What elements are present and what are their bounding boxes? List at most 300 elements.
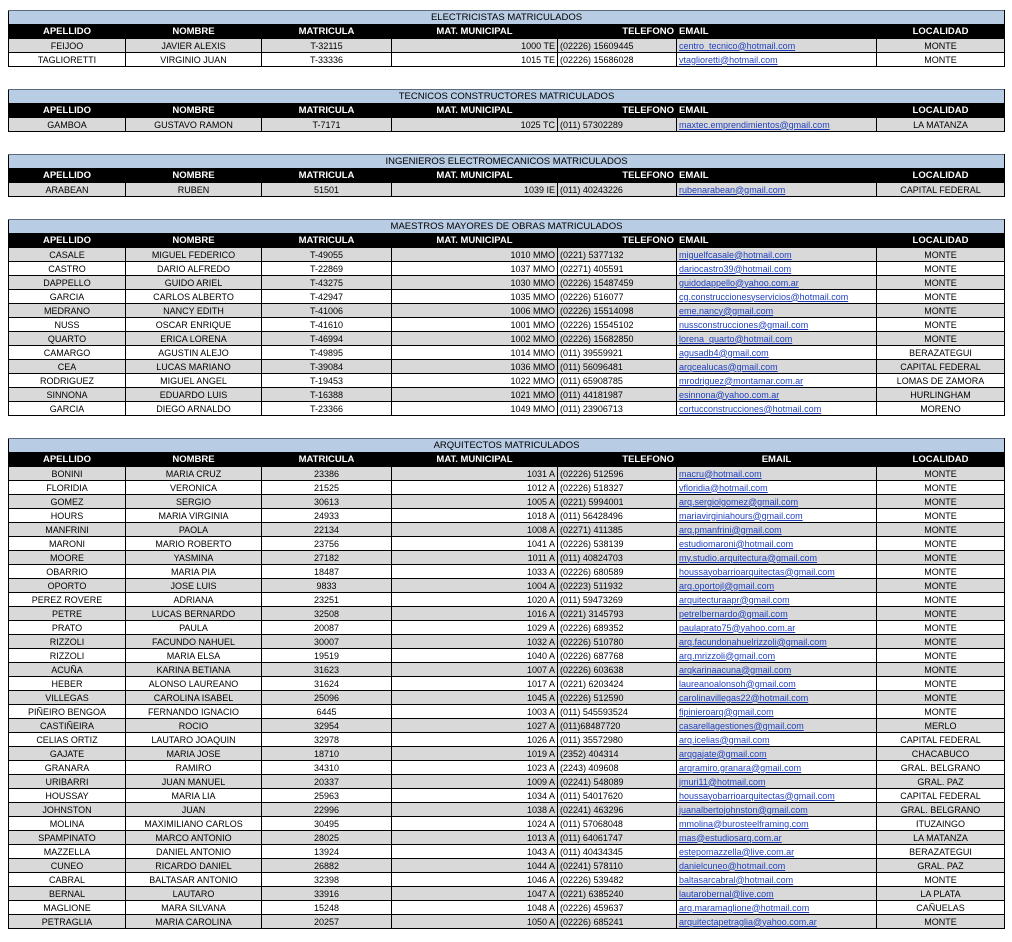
- cell-matricula: T-33336: [262, 53, 392, 67]
- cell-localidad: CAPITAL FEDERAL: [877, 183, 1005, 197]
- cell-email: [677, 523, 877, 537]
- table-row: [9, 495, 1005, 509]
- header-nombre: NOMBRE: [126, 453, 262, 467]
- cell-localidad: MONTE: [877, 262, 1005, 276]
- cell-apellido: CABRAL: [9, 873, 126, 887]
- table-row: [9, 248, 1005, 262]
- cell-mat-municipal: 1016 A: [392, 607, 558, 621]
- cell-nombre: MARIA VIRGINIA: [126, 509, 262, 523]
- cell-telefono: (02226) 512596: [558, 467, 677, 481]
- email-link[interactable]: arq.icelias@gmail.com: [679, 734, 770, 745]
- email-link[interactable]: paulaprato75@yahoo.com.ar: [679, 622, 796, 633]
- table-row: [9, 845, 1005, 859]
- cell-nombre: CAROLINA ISABEL: [126, 691, 262, 705]
- cell-email: [677, 747, 877, 761]
- table-row: [9, 635, 1005, 649]
- cell-localidad: LOMAS DE ZAMORA: [877, 374, 1005, 388]
- cell-nombre: ROCIO: [126, 719, 262, 733]
- cell-email: [677, 290, 877, 304]
- cell-email: [677, 388, 877, 402]
- email-link[interactable]: arq.facundonahuelrizzoli@gmail.com: [679, 636, 827, 647]
- cell-mat-municipal: 1030 MMO: [392, 276, 558, 290]
- section-title-row: [9, 155, 1005, 169]
- header-mat-municipal: MAT. MUNICIPAL: [392, 453, 558, 467]
- cell-mat-municipal: 1041 A: [392, 537, 558, 551]
- table-row: [9, 803, 1005, 817]
- table-row: [9, 565, 1005, 579]
- cell-apellido: TAGLIORETTI: [9, 53, 126, 67]
- cell-matricula: T-16388: [262, 388, 392, 402]
- email-link[interactable]: laureanoalonsoh@gmail.com: [679, 678, 796, 689]
- section-title: ARQUITECTOS MATRICULADOS: [9, 439, 1005, 453]
- cell-telefono: (0221) 6385240: [558, 887, 677, 901]
- table-row: [9, 901, 1005, 915]
- email-link[interactable]: nussconstrucciones@gmail.com: [679, 319, 809, 330]
- cell-telefono: (02226) 510780: [558, 635, 677, 649]
- cell-email: [677, 635, 877, 649]
- cell-telefono: (02226) 539482: [558, 873, 677, 887]
- cell-email: [677, 859, 877, 873]
- email-link[interactable]: arqkarinaacuna@gmail.com: [679, 664, 792, 675]
- cell-telefono: (02226) 603638: [558, 663, 677, 677]
- header-email: EMAIL: [677, 453, 877, 467]
- cell-nombre: MARIA CAROLINA: [126, 915, 262, 929]
- cell-nombre: MARIA CRUZ: [126, 467, 262, 481]
- cell-apellido: RODRIGUEZ: [9, 374, 126, 388]
- section-title: TECNICOS CONSTRUCTORES MATRICULADOS: [9, 90, 1005, 104]
- cell-email: [677, 691, 877, 705]
- cell-telefono: (011) 23906713: [558, 402, 677, 416]
- email-link[interactable]: houssayobarrioarquitectas@gmail.com: [679, 566, 835, 577]
- cell-mat-municipal: 1038 A: [392, 803, 558, 817]
- cell-telefono: (2243) 409608: [558, 761, 677, 775]
- cell-localidad: CAPITAL FEDERAL: [877, 733, 1005, 747]
- cell-email: [677, 845, 877, 859]
- cell-localidad: MONTE: [877, 332, 1005, 346]
- cell-email: [677, 565, 877, 579]
- table-row: [9, 649, 1005, 663]
- cell-localidad: MONTE: [877, 915, 1005, 929]
- header-mat-municipal: MAT. MUNICIPAL: [392, 234, 558, 248]
- header-localidad: LOCALIDAD: [877, 104, 1005, 118]
- cell-matricula: 18487: [262, 565, 392, 579]
- cell-localidad: MONTE: [877, 873, 1005, 887]
- cell-localidad: MONTE: [877, 467, 1005, 481]
- cell-telefono: (02226) 15609445: [558, 39, 677, 53]
- section-spacer: [8, 197, 1004, 219]
- cell-apellido: PIÑEIRO BENGOA: [9, 705, 126, 719]
- table-row: [9, 537, 1005, 551]
- cell-mat-municipal: 1002 MMO: [392, 332, 558, 346]
- cell-localidad: MONTE: [877, 663, 1005, 677]
- cell-mat-municipal: 1046 A: [392, 873, 558, 887]
- table-row: [9, 691, 1005, 705]
- cell-email: [677, 402, 877, 416]
- cell-apellido: PRATO: [9, 621, 126, 635]
- cell-nombre: KARINA BETIANA: [126, 663, 262, 677]
- cell-nombre: MARCO ANTONIO: [126, 831, 262, 845]
- cell-nombre: GUIDO ARIEL: [126, 276, 262, 290]
- column-header-row: [9, 453, 1005, 467]
- email-link[interactable]: lorena_quarto@hotmail.com: [679, 333, 793, 344]
- cell-localidad: ITUZAINGO: [877, 817, 1005, 831]
- cell-mat-municipal: 1049 MMO: [392, 402, 558, 416]
- email-link[interactable]: baltasarcabral@hotmail.com: [679, 874, 794, 885]
- email-link[interactable]: danielcuneo@hotmail.com: [679, 860, 786, 871]
- email-link[interactable]: agusadb4@gmail.com: [679, 347, 769, 358]
- cell-apellido: HEBER: [9, 677, 126, 691]
- cell-email: [677, 621, 877, 635]
- table-row: [9, 318, 1005, 332]
- cell-mat-municipal: 1001 MMO: [392, 318, 558, 332]
- cell-telefono: (02226) 516077: [558, 290, 677, 304]
- cell-localidad: MONTE: [877, 551, 1005, 565]
- cell-mat-municipal: 1032 A: [392, 635, 558, 649]
- cell-mat-municipal: 1012 A: [392, 481, 558, 495]
- table-tecnicos: [8, 89, 1005, 132]
- cell-matricula: 13924: [262, 845, 392, 859]
- cell-email: [677, 761, 877, 775]
- cell-mat-municipal: 1000 TE: [392, 39, 558, 53]
- cell-nombre: MARIA PIA: [126, 565, 262, 579]
- email-link[interactable]: macru@hotmail.com: [679, 468, 762, 479]
- table-row: [9, 789, 1005, 803]
- cell-nombre: RICARDO DANIEL: [126, 859, 262, 873]
- table-row: [9, 481, 1005, 495]
- cell-apellido: CELIAS ORTIZ: [9, 733, 126, 747]
- cell-matricula: 34310: [262, 761, 392, 775]
- cell-email: [677, 374, 877, 388]
- cell-apellido: FLORIDIA: [9, 481, 126, 495]
- email-link[interactable]: estepomazzella@live.com.ar: [679, 846, 795, 857]
- cell-nombre: AGUSTIN ALEJO: [126, 346, 262, 360]
- cell-nombre: MARIA LIA: [126, 789, 262, 803]
- email-link[interactable]: arq.mrizzoli@gmail.com: [679, 650, 776, 661]
- cell-matricula: 25963: [262, 789, 392, 803]
- cell-matricula: 25096: [262, 691, 392, 705]
- section-title: INGENIEROS ELECTROMECANICOS MATRICULADOS: [9, 155, 1005, 169]
- table-row: [9, 262, 1005, 276]
- cell-matricula: 33916: [262, 887, 392, 901]
- cell-mat-municipal: 1003 A: [392, 705, 558, 719]
- cell-localidad: GRAL. BELGRANO: [877, 761, 1005, 775]
- email-link[interactable]: arq.oportojl@gmail.com: [679, 580, 775, 591]
- email-link[interactable]: arqcealucas@gmail.com: [679, 361, 778, 372]
- cell-matricula: 22996: [262, 803, 392, 817]
- cell-apellido: CUNEO: [9, 859, 126, 873]
- email-link[interactable]: eme.nancy@gmail.com: [679, 305, 774, 316]
- cell-nombre: RAMIRO: [126, 761, 262, 775]
- cell-apellido: SPAMPINATO: [9, 831, 126, 845]
- email-link[interactable]: arqramiro.granara@gmail.com: [679, 762, 802, 773]
- header-email: EMAIL: [677, 234, 877, 248]
- table-row: [9, 304, 1005, 318]
- cell-matricula: 31623: [262, 663, 392, 677]
- cell-localidad: LA MATANZA: [877, 831, 1005, 845]
- cell-telefono: (02241) 578110: [558, 859, 677, 873]
- email-link[interactable]: mas@estudiosarq.com.ar: [679, 832, 782, 843]
- table-row: [9, 677, 1005, 691]
- cell-mat-municipal: 1021 MMO: [392, 388, 558, 402]
- cell-nombre: RUBEN: [126, 183, 262, 197]
- cell-telefono: (0221) 5994001: [558, 495, 677, 509]
- header-apellido: APELLIDO: [9, 234, 126, 248]
- header-nombre: NOMBRE: [126, 104, 262, 118]
- cell-apellido: NUSS: [9, 318, 126, 332]
- cell-matricula: 20257: [262, 915, 392, 929]
- cell-apellido: RIZZOLI: [9, 649, 126, 663]
- cell-nombre: DARIO ALFREDO: [126, 262, 262, 276]
- cell-email: [677, 332, 877, 346]
- cell-nombre: PAULA: [126, 621, 262, 635]
- email-link[interactable]: arq.maramaglione@hotmail.com: [679, 902, 810, 913]
- header-email: EMAIL: [677, 25, 877, 39]
- cell-matricula: T-39084: [262, 360, 392, 374]
- cell-localidad: LA PLATA: [877, 887, 1005, 901]
- section-spacer: [8, 416, 1004, 438]
- cell-localidad: MONTE: [877, 290, 1005, 304]
- email-link[interactable]: arquitecturaapr@gmail.com: [679, 594, 790, 605]
- cell-apellido: GOMEZ: [9, 495, 126, 509]
- header-apellido: APELLIDO: [9, 453, 126, 467]
- spreadsheet: [8, 10, 1004, 929]
- cell-email: [677, 248, 877, 262]
- column-header-row: [9, 234, 1005, 248]
- cell-telefono: (02226) 538139: [558, 537, 677, 551]
- cell-apellido: CEA: [9, 360, 126, 374]
- cell-matricula: T-22869: [262, 262, 392, 276]
- table-row: [9, 817, 1005, 831]
- cell-localidad: MONTE: [877, 53, 1005, 67]
- cell-nombre: ADRIANA: [126, 593, 262, 607]
- cell-email: [677, 901, 877, 915]
- cell-email: [677, 346, 877, 360]
- email-link[interactable]: cortucconstrucciones@hotmail.com: [679, 403, 822, 414]
- table-maestros: [8, 219, 1005, 416]
- cell-email: [677, 495, 877, 509]
- cell-mat-municipal: 1009 A: [392, 775, 558, 789]
- cell-mat-municipal: 1037 MMO: [392, 262, 558, 276]
- cell-mat-municipal: 1008 A: [392, 523, 558, 537]
- email-link[interactable]: mariavirginiahours@gmail.com: [679, 510, 803, 521]
- cell-apellido: MOORE: [9, 551, 126, 565]
- cell-nombre: MIGUEL FEDERICO: [126, 248, 262, 262]
- email-link[interactable]: arqgajate@gmail.com: [679, 748, 767, 759]
- header-matricula: MATRICULA: [262, 453, 392, 467]
- cell-telefono: (02226) 689352: [558, 621, 677, 635]
- cell-mat-municipal: 1004 A: [392, 579, 558, 593]
- cell-apellido: PETRAGLIA: [9, 915, 126, 929]
- header-telefono: TELEFONO: [558, 453, 677, 467]
- cell-matricula: T-46994: [262, 332, 392, 346]
- email-link[interactable]: lautarobernal@live.com: [679, 888, 774, 899]
- cell-telefono: (011) 40243226: [558, 183, 677, 197]
- cell-email: [677, 649, 877, 663]
- email-link[interactable]: juanalbertojohnston@gmail.com: [679, 804, 808, 815]
- email-link[interactable]: arquitectapetraglia@yahoo.com.ar: [679, 916, 817, 927]
- cell-nombre: BALTASAR ANTONIO: [126, 873, 262, 887]
- cell-matricula: 26882: [262, 859, 392, 873]
- email-link[interactable]: mmolina@burosteelframing.com: [679, 818, 809, 829]
- table-row: [9, 53, 1005, 67]
- table-ingenieros: [8, 154, 1005, 197]
- table-row: [9, 388, 1005, 402]
- cell-localidad: MONTE: [877, 691, 1005, 705]
- cell-telefono: (011) 39559921: [558, 346, 677, 360]
- cell-localidad: MONTE: [877, 621, 1005, 635]
- email-link[interactable]: maxtec.emprendimientos@gmail.com: [679, 119, 830, 130]
- cell-mat-municipal: 1043 A: [392, 845, 558, 859]
- cell-telefono: (02271) 411385: [558, 523, 677, 537]
- email-link[interactable]: carolinavillegas22@hotmail.com: [679, 692, 809, 703]
- cell-localidad: MONTE: [877, 537, 1005, 551]
- cell-telefono: (011) 64061747: [558, 831, 677, 845]
- cell-nombre: OSCAR ENRIQUE: [126, 318, 262, 332]
- email-link[interactable]: vtaglioretti@hotmail.com: [679, 54, 778, 65]
- email-link[interactable]: houssayobarrioarquitectas@gmail.com: [679, 790, 835, 801]
- email-link[interactable]: rubenarabean@gmail.com: [679, 184, 786, 195]
- cell-email: [677, 733, 877, 747]
- cell-telefono: (02241) 548089: [558, 775, 677, 789]
- cell-mat-municipal: 1035 MMO: [392, 290, 558, 304]
- cell-apellido: GAMBOA: [9, 118, 126, 132]
- cell-email: [677, 579, 877, 593]
- cell-matricula: T-43275: [262, 276, 392, 290]
- cell-apellido: OPORTO: [9, 579, 126, 593]
- cell-apellido: MARONI: [9, 537, 126, 551]
- email-link[interactable]: vfloridia@hotmail.com: [679, 482, 768, 493]
- cell-telefono: (2352) 404314: [558, 747, 677, 761]
- email-link[interactable]: my.studio.arquitectura@gmail.com: [679, 552, 818, 563]
- cell-localidad: CAPITAL FEDERAL: [877, 789, 1005, 803]
- cell-nombre: YASMINA: [126, 551, 262, 565]
- cell-matricula: 6445: [262, 705, 392, 719]
- cell-nombre: PAOLA: [126, 523, 262, 537]
- email-link[interactable]: dariocastro39@hotmail.com: [679, 263, 792, 274]
- cell-localidad: BERAZATEGUI: [877, 346, 1005, 360]
- table-row: [9, 747, 1005, 761]
- cell-matricula: T-23366: [262, 402, 392, 416]
- cell-localidad: MORENO: [877, 402, 1005, 416]
- table-row: [9, 551, 1005, 565]
- email-link[interactable]: miguelfcasale@hotmail.com: [679, 249, 792, 260]
- cell-telefono: (02271) 405591: [558, 262, 677, 276]
- cell-mat-municipal: 1014 MMO: [392, 346, 558, 360]
- cell-telefono: (02226) 15545102: [558, 318, 677, 332]
- cell-apellido: CASTIÑEIRA: [9, 719, 126, 733]
- cell-matricula: 30007: [262, 635, 392, 649]
- cell-localidad: MONTE: [877, 304, 1005, 318]
- cell-matricula: 15248: [262, 901, 392, 915]
- cell-matricula: 24933: [262, 509, 392, 523]
- email-link[interactable]: estudiomaroni@hotmail.com: [679, 538, 794, 549]
- email-link[interactable]: jmuri11@hotmail.com: [679, 776, 766, 787]
- cell-localidad: MONTE: [877, 705, 1005, 719]
- cell-localidad: MONTE: [877, 579, 1005, 593]
- section-title-row: [9, 11, 1005, 25]
- cell-email: [677, 593, 877, 607]
- cell-email: [677, 915, 877, 929]
- email-link[interactable]: mrodriguez@montamar.com.ar: [679, 375, 804, 386]
- cell-matricula: 32978: [262, 733, 392, 747]
- cell-email: [677, 118, 877, 132]
- header-localidad: LOCALIDAD: [877, 453, 1005, 467]
- cell-apellido: OBARRIO: [9, 565, 126, 579]
- cell-email: [677, 183, 877, 197]
- cell-telefono: (011)68487720: [558, 719, 677, 733]
- cell-matricula: 30613: [262, 495, 392, 509]
- header-nombre: NOMBRE: [126, 234, 262, 248]
- cell-apellido: HOUSSAY: [9, 789, 126, 803]
- cell-email: [677, 775, 877, 789]
- cell-matricula: 51501: [262, 183, 392, 197]
- email-link[interactable]: guidodappello@yahoo.com.ar: [679, 277, 799, 288]
- table-row: [9, 346, 1005, 360]
- cell-nombre: VERONICA: [126, 481, 262, 495]
- email-link[interactable]: fipinieroarq@gmail.com: [679, 706, 774, 717]
- cell-nombre: DANIEL ANTONIO: [126, 845, 262, 859]
- cell-localidad: MONTE: [877, 318, 1005, 332]
- cell-apellido: CAMARGO: [9, 346, 126, 360]
- cell-mat-municipal: 1034 A: [392, 789, 558, 803]
- cell-apellido: DAPPELLO: [9, 276, 126, 290]
- cell-localidad: CAÑUELAS: [877, 901, 1005, 915]
- cell-matricula: 30495: [262, 817, 392, 831]
- cell-telefono: (011) 57068048: [558, 817, 677, 831]
- cell-telefono: (011) 57302289: [558, 118, 677, 132]
- email-link[interactable]: cg.construccionesyservicios@hotmail.com: [679, 291, 849, 302]
- section-title: MAESTROS MAYORES DE OBRAS MATRICULADOS: [9, 220, 1005, 234]
- header-mat-municipal: MAT. MUNICIPAL: [392, 169, 558, 183]
- email-link[interactable]: casarellagestiones@gmail.com: [679, 720, 804, 731]
- cell-matricula: 18710: [262, 747, 392, 761]
- email-link[interactable]: esinnona@yahoo.com.ar: [679, 389, 780, 400]
- table-row: [9, 467, 1005, 481]
- cell-telefono: (02226) 680589: [558, 565, 677, 579]
- cell-nombre: JUAN MANUEL: [126, 775, 262, 789]
- cell-telefono: (011) 40824703: [558, 551, 677, 565]
- cell-matricula: T-32115: [262, 39, 392, 53]
- cell-matricula: 31624: [262, 677, 392, 691]
- cell-telefono: (02226) 15682850: [558, 332, 677, 346]
- cell-nombre: FERNANDO IGNACIO: [126, 705, 262, 719]
- cell-localidad: MONTE: [877, 39, 1005, 53]
- header-nombre: NOMBRE: [126, 169, 262, 183]
- header-matricula: MATRICULA: [262, 234, 392, 248]
- email-link[interactable]: petrelbernardo@gmail.com: [679, 608, 788, 619]
- cell-email: [677, 509, 877, 523]
- cell-localidad: MONTE: [877, 495, 1005, 509]
- cell-nombre: NANCY EDITH: [126, 304, 262, 318]
- cell-apellido: HOURS: [9, 509, 126, 523]
- cell-apellido: PETRE: [9, 607, 126, 621]
- cell-localidad: GRAL. PAZ: [877, 859, 1005, 873]
- email-link[interactable]: arq.sergiolgomez@gmail.com: [679, 496, 799, 507]
- header-email: EMAIL: [677, 104, 877, 118]
- cell-mat-municipal: 1033 A: [392, 565, 558, 579]
- cell-nombre: FACUNDO NAHUEL: [126, 635, 262, 649]
- table-row: [9, 705, 1005, 719]
- cell-matricula: 20087: [262, 621, 392, 635]
- email-link[interactable]: arq.pmanfrini@gmail.com: [679, 524, 782, 535]
- cell-telefono: (02226) 15514098: [558, 304, 677, 318]
- cell-matricula: 32508: [262, 607, 392, 621]
- table-row: [9, 290, 1005, 304]
- cell-localidad: MONTE: [877, 276, 1005, 290]
- cell-nombre: GUSTAVO RAMON: [126, 118, 262, 132]
- email-link[interactable]: centro_tecnico@hotmail.com: [679, 40, 796, 51]
- cell-apellido: RIZZOLI: [9, 635, 126, 649]
